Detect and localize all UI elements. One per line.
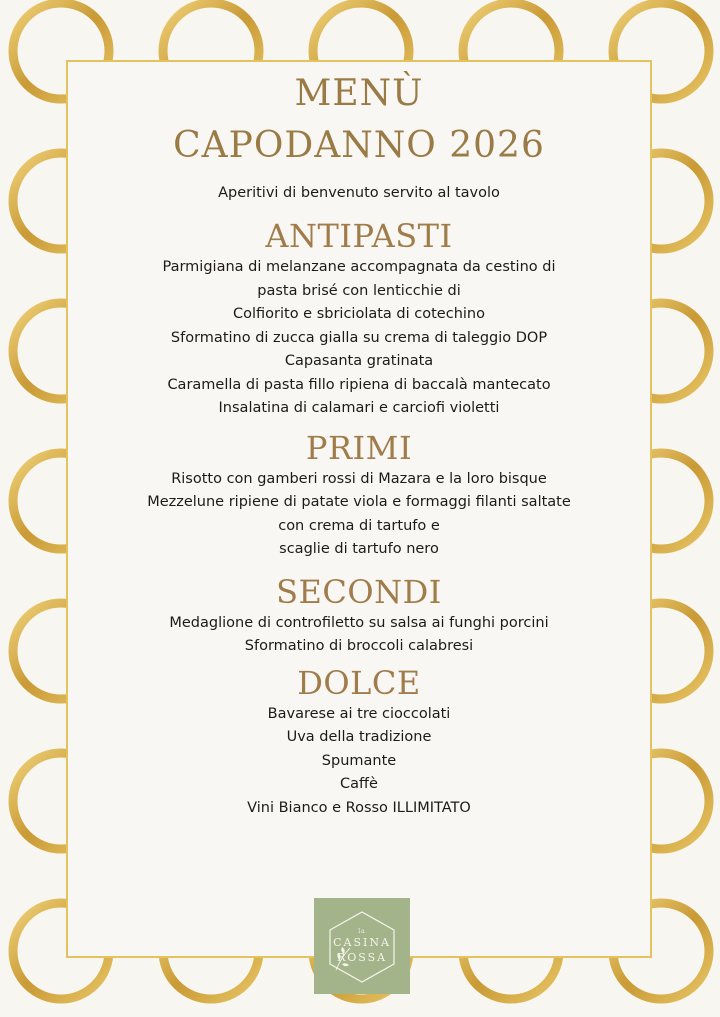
title-line-2: CAPODANNO 2026 [173,125,545,166]
title-line-1: MENÙ [294,73,424,114]
dish-item: Risotto con gamberi rossi di Mazara e la loro bisque [171,470,547,487]
dish-list-secondi [68,612,650,659]
casina-rossa-logo [314,898,410,994]
menu-panel [66,60,652,964]
section-heading-antipasti: ANTIPASTI [265,217,453,255]
dish-list-dolce [68,703,650,821]
dish-list-antipasti [68,256,650,421]
dish-item: Uva della tradizione [286,729,432,745]
menu-title [68,68,650,172]
section-primi [68,428,650,562]
section-dolce [68,663,650,821]
dish-item: Bavarese ai tre cioccolati [267,705,451,722]
dish-list-primi [68,468,650,562]
logo-name-line-2: ROSSA [336,951,388,964]
section-secondi [68,572,650,659]
section-antipasti [68,216,650,421]
dish-item: Vini Bianco e Rosso ILLIMITATO [247,799,471,816]
section-heading-dolce: DOLCE [297,663,421,702]
section-heading-primi: PRIMI [305,428,413,467]
dish-item: Sformatino di broccoli calabresi [244,638,474,654]
logo-article: la [358,928,366,935]
dish-item: Caffè [340,776,378,792]
welcome-aperitif: Aperitivi di benvenuto servito al tavolo [218,185,500,201]
dish-item: Parmigiana di melanzane accompagnata da cestino di [162,259,556,275]
dish-item: Insalatina di calamari e carciofi violetti [218,400,500,416]
section-heading-secondi: SECONDI [276,572,442,611]
logo-name-line-1: CASINA [333,936,391,949]
dish-item: pasta brisé con lenticchie di [257,282,461,299]
dish-item: Medaglione di controfiletto su salsa ai funghi porcini [169,614,549,631]
dish-item: scaglie di tartufo nero [279,541,439,557]
dish-item: Colfiorito e sbriciolata di cotechino [233,306,485,322]
dish-item: Capasanta gratinata [284,353,434,369]
dish-item: Sformatino di zucca gialla su crema di taleggio DOP [170,329,548,346]
dish-item: Caramella di pasta fillo ripiena di baccalà mantecato [167,376,551,393]
dish-item: Mezzelune ripiene di patate viola e formaggi filanti saltate [147,494,571,510]
dish-item: con crema di tartufo e [278,517,440,534]
dish-item: Spumante [321,752,397,769]
